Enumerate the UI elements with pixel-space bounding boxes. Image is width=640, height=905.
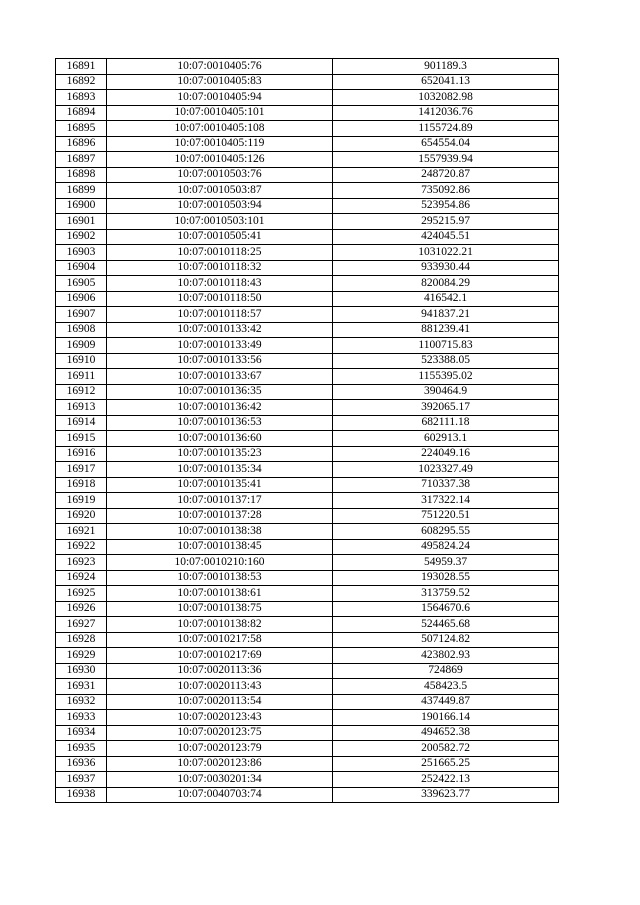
value-cell: 1155724.89 [333, 121, 559, 137]
row-number-cell: 16921 [56, 524, 107, 540]
row-number-cell: 16912 [56, 384, 107, 400]
row-number-cell: 16901 [56, 214, 107, 230]
table-row [56, 121, 559, 137]
table-row [56, 679, 559, 695]
cadastral-number-cell: 10:07:0010136:35 [107, 384, 333, 400]
value-cell: 423802.93 [333, 648, 559, 664]
cadastral-number-cell: 10:07:0010133:49 [107, 338, 333, 354]
cadastral-number-cell: 10:07:0010137:28 [107, 508, 333, 524]
cadastral-number-cell: 10:07:0020113:36 [107, 663, 333, 679]
row-number-cell: 16913 [56, 400, 107, 416]
row-number-cell: 16892 [56, 74, 107, 90]
value-cell: 248720.87 [333, 167, 559, 183]
table-row [56, 570, 559, 586]
table-row [56, 260, 559, 276]
cadastral-number-cell: 10:07:0010405:101 [107, 105, 333, 121]
table-row [56, 152, 559, 168]
row-number-cell: 16893 [56, 90, 107, 106]
value-cell: 458423.5 [333, 679, 559, 695]
cadastral-number-cell: 10:07:0010217:69 [107, 648, 333, 664]
cadastral-number-cell: 10:07:0010118:57 [107, 307, 333, 323]
cadastral-number-cell: 10:07:0010405:83 [107, 74, 333, 90]
row-number-cell: 16909 [56, 338, 107, 354]
cadastral-value-table [55, 58, 559, 803]
row-number-cell: 16900 [56, 198, 107, 214]
row-number-cell: 16927 [56, 617, 107, 633]
cadastral-number-cell: 10:07:0030201:34 [107, 772, 333, 788]
table-row [56, 353, 559, 369]
value-cell: 881239.41 [333, 322, 559, 338]
cadastral-number-cell: 10:07:0010138:53 [107, 570, 333, 586]
value-cell: 494652.38 [333, 725, 559, 741]
table-row [56, 136, 559, 152]
cadastral-number-cell: 10:07:0010405:94 [107, 90, 333, 106]
cadastral-number-cell: 10:07:0020123:75 [107, 725, 333, 741]
value-cell: 1155395.02 [333, 369, 559, 385]
value-cell: 339623.77 [333, 787, 559, 803]
table-row [56, 524, 559, 540]
cadastral-number-cell: 10:07:0020123:43 [107, 710, 333, 726]
cadastral-number-cell: 10:07:0010138:38 [107, 524, 333, 540]
row-number-cell: 16906 [56, 291, 107, 307]
value-cell: 507124.82 [333, 632, 559, 648]
cadastral-number-cell: 10:07:0010138:82 [107, 617, 333, 633]
value-cell: 735092.86 [333, 183, 559, 199]
cadastral-number-cell: 10:07:0010136:60 [107, 431, 333, 447]
table-row [56, 586, 559, 602]
table-row [56, 245, 559, 261]
table-row [56, 632, 559, 648]
table-row [56, 90, 559, 106]
table-row [56, 648, 559, 664]
value-cell: 252422.13 [333, 772, 559, 788]
table-row [56, 539, 559, 555]
table-row [56, 105, 559, 121]
value-cell: 751220.51 [333, 508, 559, 524]
value-cell: 295215.97 [333, 214, 559, 230]
cadastral-number-cell: 10:07:0010118:32 [107, 260, 333, 276]
row-number-cell: 16916 [56, 446, 107, 462]
table-row [56, 74, 559, 90]
cadastral-number-cell: 10:07:0010136:53 [107, 415, 333, 431]
row-number-cell: 16934 [56, 725, 107, 741]
row-number-cell: 16902 [56, 229, 107, 245]
row-number-cell: 16920 [56, 508, 107, 524]
row-number-cell: 16922 [56, 539, 107, 555]
row-number-cell: 16933 [56, 710, 107, 726]
value-cell: 437449.87 [333, 694, 559, 710]
cadastral-number-cell: 10:07:0010505:41 [107, 229, 333, 245]
row-number-cell: 16908 [56, 322, 107, 338]
table-row [56, 400, 559, 416]
row-number-cell: 16919 [56, 493, 107, 509]
table-row [56, 446, 559, 462]
cadastral-number-cell: 10:07:0020123:86 [107, 756, 333, 772]
cadastral-number-cell: 10:07:0010135:23 [107, 446, 333, 462]
table-row [56, 555, 559, 571]
cadastral-number-cell: 10:07:0010133:67 [107, 369, 333, 385]
row-number-cell: 16928 [56, 632, 107, 648]
table-row [56, 229, 559, 245]
value-cell: 602913.1 [333, 431, 559, 447]
table-row [56, 617, 559, 633]
row-number-cell: 16907 [56, 307, 107, 323]
row-number-cell: 16914 [56, 415, 107, 431]
row-number-cell: 16895 [56, 121, 107, 137]
value-cell: 901189.3 [333, 59, 559, 75]
table-row [56, 198, 559, 214]
row-number-cell: 16923 [56, 555, 107, 571]
cadastral-number-cell: 10:07:0010210:160 [107, 555, 333, 571]
value-cell: 933930.44 [333, 260, 559, 276]
value-cell: 1564670.6 [333, 601, 559, 617]
value-cell: 190166.14 [333, 710, 559, 726]
cadastral-number-cell: 10:07:0010138:61 [107, 586, 333, 602]
row-number-cell: 16925 [56, 586, 107, 602]
row-number-cell: 16898 [56, 167, 107, 183]
table-row [56, 307, 559, 323]
table-row [56, 663, 559, 679]
row-number-cell: 16897 [56, 152, 107, 168]
cadastral-number-cell: 10:07:0010503:76 [107, 167, 333, 183]
table-row [56, 59, 559, 75]
row-number-cell: 16915 [56, 431, 107, 447]
value-cell: 1100715.83 [333, 338, 559, 354]
row-number-cell: 16918 [56, 477, 107, 493]
value-cell: 652041.13 [333, 74, 559, 90]
value-cell: 224049.16 [333, 446, 559, 462]
row-number-cell: 16891 [56, 59, 107, 75]
cadastral-number-cell: 10:07:0010405:126 [107, 152, 333, 168]
value-cell: 200582.72 [333, 741, 559, 757]
row-number-cell: 16924 [56, 570, 107, 586]
table-row [56, 384, 559, 400]
cadastral-number-cell: 10:07:0010136:42 [107, 400, 333, 416]
row-number-cell: 16935 [56, 741, 107, 757]
row-number-cell: 16930 [56, 663, 107, 679]
value-cell: 317322.14 [333, 493, 559, 509]
table-row [56, 493, 559, 509]
value-cell: 392065.17 [333, 400, 559, 416]
table-row [56, 787, 559, 803]
table-row [56, 772, 559, 788]
cadastral-number-cell: 10:07:0010135:41 [107, 477, 333, 493]
value-cell: 1023327.49 [333, 462, 559, 478]
cadastral-number-cell: 10:07:0010118:43 [107, 276, 333, 292]
value-cell: 251665.25 [333, 756, 559, 772]
row-number-cell: 16929 [56, 648, 107, 664]
row-number-cell: 16911 [56, 369, 107, 385]
row-number-cell: 16932 [56, 694, 107, 710]
value-cell: 1032082.98 [333, 90, 559, 106]
cadastral-number-cell: 10:07:0010503:94 [107, 198, 333, 214]
row-number-cell: 16937 [56, 772, 107, 788]
table-row [56, 369, 559, 385]
value-cell: 608295.55 [333, 524, 559, 540]
row-number-cell: 16936 [56, 756, 107, 772]
table-row [56, 431, 559, 447]
cadastral-number-cell: 10:07:0010405:76 [107, 59, 333, 75]
cadastral-number-cell: 10:07:0010503:101 [107, 214, 333, 230]
table-row [56, 167, 559, 183]
value-cell: 54959.37 [333, 555, 559, 571]
cadastral-number-cell: 10:07:0040703:74 [107, 787, 333, 803]
value-cell: 416542.1 [333, 291, 559, 307]
cadastral-number-cell: 10:07:0020113:54 [107, 694, 333, 710]
cadastral-number-cell: 10:07:0020123:79 [107, 741, 333, 757]
table-body [56, 59, 559, 803]
row-number-cell: 16903 [56, 245, 107, 261]
row-number-cell: 16938 [56, 787, 107, 803]
row-number-cell: 16899 [56, 183, 107, 199]
value-cell: 1557939.94 [333, 152, 559, 168]
cadastral-number-cell: 10:07:0010118:25 [107, 245, 333, 261]
table-row [56, 462, 559, 478]
cadastral-number-cell: 10:07:0010137:17 [107, 493, 333, 509]
value-cell: 193028.55 [333, 570, 559, 586]
row-number-cell: 16926 [56, 601, 107, 617]
value-cell: 1031022.21 [333, 245, 559, 261]
value-cell: 523954.86 [333, 198, 559, 214]
table-row [56, 322, 559, 338]
cadastral-number-cell: 10:07:0010138:75 [107, 601, 333, 617]
cadastral-number-cell: 10:07:0010405:108 [107, 121, 333, 137]
row-number-cell: 16910 [56, 353, 107, 369]
value-cell: 524465.68 [333, 617, 559, 633]
table-row [56, 741, 559, 757]
cadastral-number-cell: 10:07:0010138:45 [107, 539, 333, 555]
table-row [56, 725, 559, 741]
table-row [56, 756, 559, 772]
value-cell: 1412036.76 [333, 105, 559, 121]
cadastral-number-cell: 10:07:0010118:50 [107, 291, 333, 307]
table-row [56, 710, 559, 726]
value-cell: 820084.29 [333, 276, 559, 292]
table-row [56, 276, 559, 292]
table-row [56, 415, 559, 431]
value-cell: 390464.9 [333, 384, 559, 400]
table-row [56, 291, 559, 307]
row-number-cell: 16931 [56, 679, 107, 695]
cadastral-number-cell: 10:07:0010133:56 [107, 353, 333, 369]
value-cell: 682111.18 [333, 415, 559, 431]
value-cell: 313759.52 [333, 586, 559, 602]
table-row [56, 338, 559, 354]
value-cell: 710337.38 [333, 477, 559, 493]
row-number-cell: 16905 [56, 276, 107, 292]
cadastral-number-cell: 10:07:0010503:87 [107, 183, 333, 199]
row-number-cell: 16894 [56, 105, 107, 121]
cadastral-number-cell: 10:07:0010133:42 [107, 322, 333, 338]
value-cell: 654554.04 [333, 136, 559, 152]
table-row [56, 214, 559, 230]
table-row [56, 183, 559, 199]
table-row [56, 477, 559, 493]
cadastral-number-cell: 10:07:0010405:119 [107, 136, 333, 152]
value-cell: 724869 [333, 663, 559, 679]
table-row [56, 694, 559, 710]
row-number-cell: 16896 [56, 136, 107, 152]
value-cell: 424045.51 [333, 229, 559, 245]
row-number-cell: 16904 [56, 260, 107, 276]
table-row [56, 508, 559, 524]
value-cell: 495824.24 [333, 539, 559, 555]
cadastral-number-cell: 10:07:0010217:58 [107, 632, 333, 648]
value-cell: 941837.21 [333, 307, 559, 323]
value-cell: 523388.05 [333, 353, 559, 369]
row-number-cell: 16917 [56, 462, 107, 478]
cadastral-number-cell: 10:07:0010135:34 [107, 462, 333, 478]
cadastral-number-cell: 10:07:0020113:43 [107, 679, 333, 695]
table-row [56, 601, 559, 617]
